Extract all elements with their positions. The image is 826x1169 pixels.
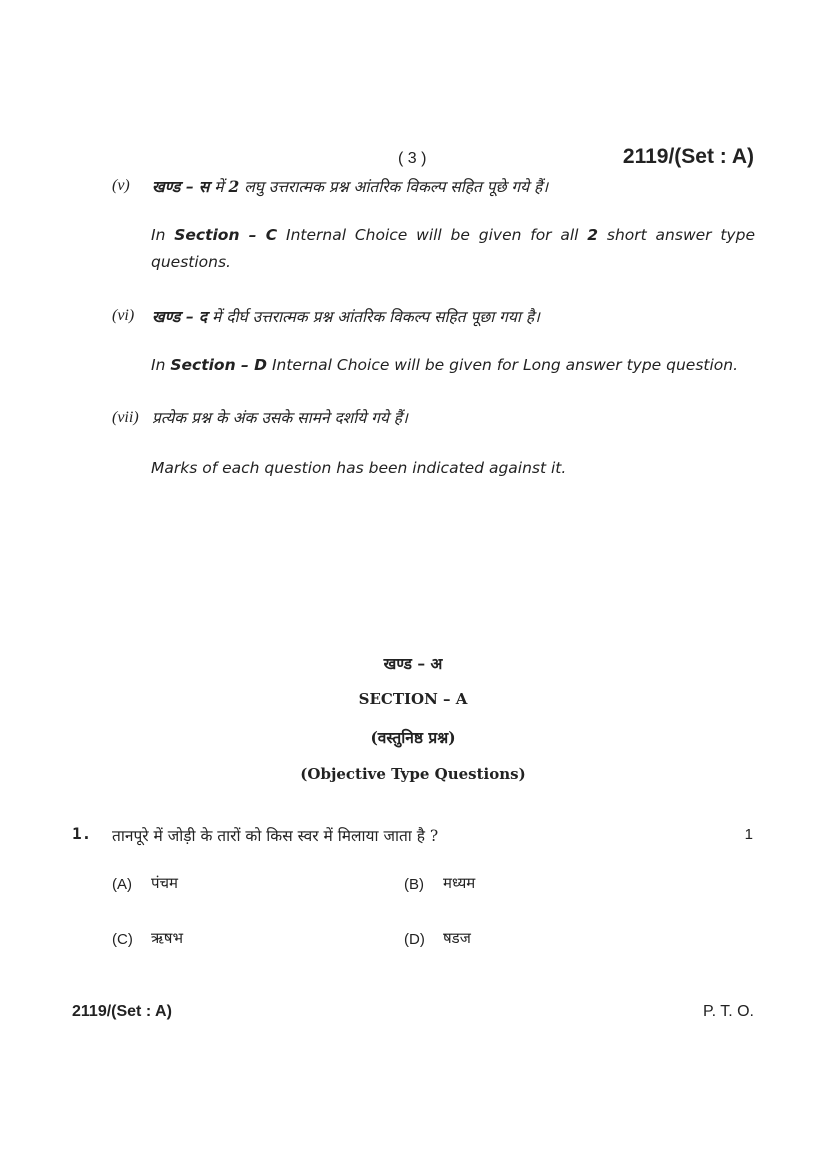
- instruction-number-vi: (vi): [112, 307, 135, 324]
- en-section-label: Section – C: [174, 226, 278, 244]
- option-b-letter: (B): [404, 876, 424, 893]
- question-text: तानपूरे में जोड़ी के तारों को किस स्वर में मिलाया जाता है ?: [112, 827, 439, 845]
- section-title-hindi: खण्ड – अ: [383, 654, 443, 673]
- option-b-text: मध्यम: [443, 874, 476, 892]
- instruction-number-v: (v): [112, 177, 130, 194]
- section-subtitle-hindi: (वस्तुनिष्ठ प्रश्न): [370, 728, 456, 747]
- section-title-english: SECTION – A: [358, 690, 468, 708]
- option-c-text: ऋषभ: [151, 929, 184, 947]
- option-a-letter: (A): [112, 876, 132, 893]
- instruction-vii-hindi: प्रत्येक प्रश्न के अंक उसके सामने दर्शाये गये हैं।: [152, 409, 408, 427]
- option-a-text: पंचम: [151, 874, 179, 892]
- instruction-vi-english: [151, 352, 755, 379]
- hindi-text: में: [209, 178, 229, 196]
- instruction-vii-english: Marks of each question has been indicated against it.: [151, 459, 567, 477]
- page-number: ( 3 ): [398, 150, 427, 167]
- hindi-text: लघु उत्तरात्मक प्रश्न आंतरिक विकल्प सहित पूछे गये हैं।: [239, 178, 549, 196]
- instruction-vi-hindi: [152, 305, 540, 327]
- en-text: short answer type questions.: [151, 226, 755, 271]
- en-text: In: [151, 226, 175, 244]
- question-marks: 1: [744, 826, 753, 843]
- hindi-section-label: खण्ड – स: [152, 177, 210, 196]
- section-subtitle-english: (Objective Type Questions): [300, 765, 526, 783]
- en-text: Internal Choice will be given for Long answer type question.: [267, 356, 739, 374]
- option-d-letter: (D): [404, 931, 425, 948]
- option-d-text: षडज: [443, 929, 471, 947]
- pto-label: P. T. O.: [703, 1003, 754, 1020]
- en-text: Internal Choice will be given for all: [277, 226, 588, 244]
- instruction-number-vii: (vii): [112, 409, 139, 426]
- hindi-section-label: खण्ड – द: [152, 307, 208, 326]
- hindi-text: में दीर्घ उत्तरात्मक प्रश्न आंतरिक विकल्प सहित पूछा गया है।: [207, 308, 540, 326]
- hindi-count: 2: [228, 177, 240, 196]
- en-section-label: Section – D: [170, 356, 268, 374]
- en-count: 2: [587, 226, 599, 244]
- en-text: In: [151, 356, 171, 374]
- set-code-footer: 2119/(Set : A): [72, 1003, 172, 1020]
- instruction-v-english: [151, 222, 755, 276]
- question-number: 1.: [72, 824, 92, 843]
- option-c-letter: (C): [112, 931, 133, 948]
- instruction-v-hindi: [152, 175, 548, 197]
- set-code-header: 2119/(Set : A): [622, 145, 754, 168]
